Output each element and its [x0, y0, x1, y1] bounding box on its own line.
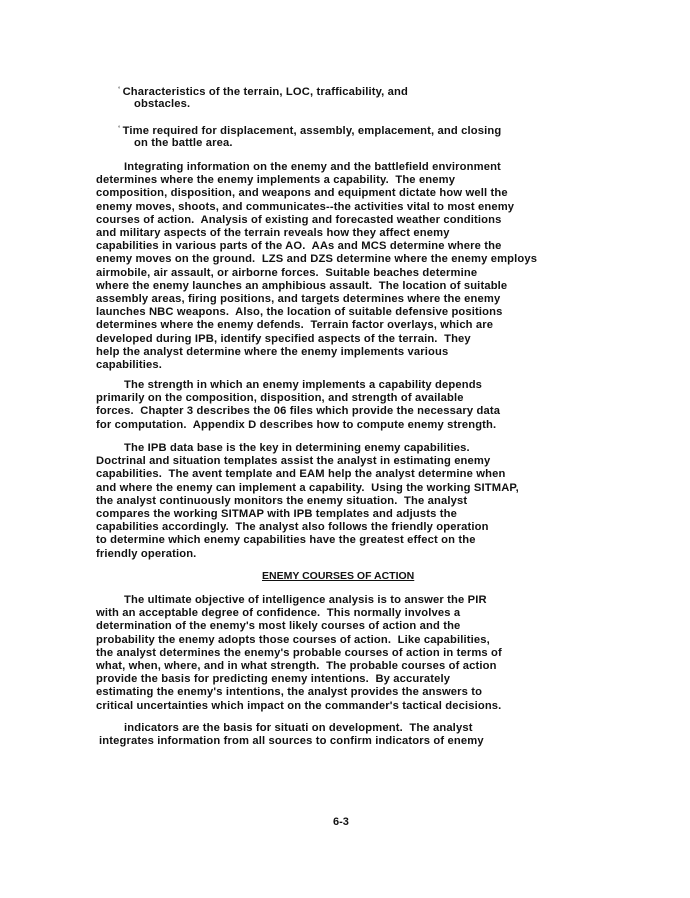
text-line: composition, disposition, and weapons and equipment dictate how well the: [96, 187, 508, 200]
bullet-text: on the battle area.: [134, 137, 233, 149]
text-line: airmobile, air assault, or airborne forces. Suitable beaches determine: [96, 266, 478, 279]
text-line: enemy moves, shoots, and communicates--the activities vital to most enemy: [96, 200, 515, 213]
text-line: the analyst determines the enemy's probable courses of action in terms of: [96, 646, 502, 659]
text-line: determination of the enemy's most likely courses of action and the: [96, 620, 461, 633]
text-line: Doctrinal and situation templates assist the analyst in estimating enemy: [96, 455, 491, 468]
text-line: courses of action. Analysis of existing and forecasted weather conditions: [96, 213, 502, 226]
text-line: determines where the enemy defends. Terrain factor overlays, which are: [96, 319, 494, 332]
text-line: provide the basis for predicting enemy intentions. By accurately: [96, 673, 451, 686]
bullet-text: obstacles.: [134, 98, 191, 110]
text-line: integrates information from all sources to confirm indicators of enemy: [99, 735, 484, 748]
bullet-marker: °: [118, 87, 121, 93]
text-line: probability the enemy adopts those courses of action. Like capabilities,: [96, 633, 490, 646]
text-line: help the analyst determine where the enemy implements various: [96, 345, 449, 358]
text-line: capabilities.: [96, 359, 162, 371]
text-line: determines where the enemy implements a capability. The enemy: [96, 174, 456, 187]
text-line: launches NBC weapons. Also, the location of suitable defensive positions: [96, 306, 503, 319]
text-line: forces. Chapter 3 describes the 06 files which provide the necessary data: [96, 405, 501, 418]
section-heading: ENEMY COURSES OF ACTION: [262, 570, 415, 582]
bullet-text: Time required for displacement, assembly, emplacement, and closing: [122, 125, 502, 137]
text-line: critical uncertainties which impact on the commander's tactical decisions.: [96, 699, 502, 712]
text-line: indicators are the basis for situati on development. The analyst: [124, 722, 473, 734]
text-line: The strength in which an enemy implements a capability depends: [124, 379, 483, 391]
text-line: to determine which enemy capabilities have the greatest effect on the: [96, 534, 476, 547]
text-line: for computation. Appendix D describes how to compute enemy strength.: [96, 418, 497, 431]
text-line: primarily on the composition, disposition, and strength of available: [96, 392, 464, 405]
text-line: capabilities. The avent template and EAM help the analyst determine when: [96, 468, 506, 481]
bullet-item: [118, 84, 408, 99]
bullet-item: [118, 123, 501, 138]
text-line: what, when, where, and in what strength. The probable courses of action: [96, 660, 497, 672]
text-line: estimating the enemy's intentions, the analyst provides the answers to: [96, 686, 483, 699]
text-line: compares the working SITMAP with IPB templates and adjusts the: [96, 508, 457, 520]
bullet-marker: °: [118, 126, 121, 132]
text-line: capabilities in various parts of the AO. AAs and MCS determine where the: [96, 240, 502, 253]
text-line: and where the enemy can implement a capability. Using the working SITMAP,: [96, 481, 519, 494]
text-line: assembly areas, firing positions, and targets determines where the enemy: [96, 293, 501, 305]
bullet-text: Characteristics of the terrain, LOC, trafficability, and: [122, 86, 409, 98]
text-line: with an acceptable degree of confidence. This normally involves a: [96, 607, 461, 620]
page-number: 6-3: [333, 816, 349, 828]
text-line: enemy moves on the ground. LZS and DZS determine where the enemy employs: [96, 253, 538, 266]
text-line: the analyst continuously monitors the enemy situation. The analyst: [96, 494, 468, 507]
text-line: The ultimate objective of intelligence analysis is to answer the PIR: [124, 594, 487, 606]
text-line: Integrating information on the enemy and the battlefield environment: [124, 161, 501, 173]
text-line: where the enemy launches an amphibious assault. The location of suitable: [96, 279, 508, 292]
text-line: friendly operation.: [96, 547, 197, 560]
text-line: The IPB data base is the key in determining enemy capabilities.: [124, 442, 470, 454]
text-line: and military aspects of the terrain reveals how they affect enemy: [96, 227, 450, 239]
text-line: capabilities accordingly. The analyst also follows the friendly operation: [96, 521, 489, 534]
text-line: developed during IPB, identify specified aspects of the terrain. They: [96, 332, 471, 345]
